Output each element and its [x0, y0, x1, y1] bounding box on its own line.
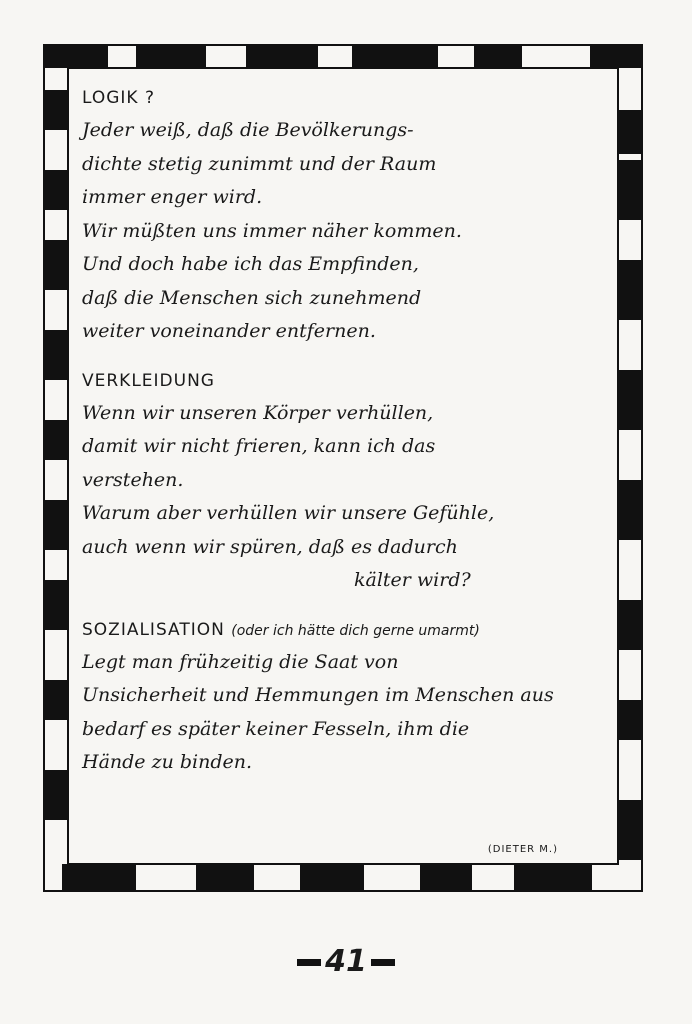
poem-line: Unsicherheit und Hemmungen im Menschen aus: [82, 684, 554, 706]
poem-line: daß die Menschen sich zunehmend: [82, 286, 422, 309]
border-stripe: [44, 420, 68, 460]
border-stripe: [618, 600, 642, 650]
poem-line: Hände zu binden.: [82, 751, 253, 773]
poem-title: VERKLEIDUNG: [82, 370, 215, 391]
border-stripe: [136, 45, 206, 68]
border-stripe: [618, 260, 642, 320]
border-stripe: [618, 700, 642, 740]
poem-line: damit wir nicht frieren, kann ich das: [82, 435, 436, 457]
border-stripe: [618, 480, 642, 540]
border-stripe: [246, 45, 318, 68]
border-stripe: [618, 110, 642, 154]
poem-line: weiter voneinander entfernen.: [82, 320, 376, 342]
border-stripe: [44, 680, 68, 720]
border-stripe: [352, 45, 438, 68]
poem-title-row: [82, 620, 592, 640]
poem-line: immer enger wird.: [82, 186, 263, 208]
poem-line: Jeder weiß, daß die Bevölkerungs-: [82, 119, 414, 141]
border-stripe: [196, 864, 254, 891]
poem-line: Warum aber verhüllen wir unsere Gefühle,: [82, 502, 495, 524]
border-stripe: [474, 45, 522, 68]
border-stripe: [300, 864, 364, 891]
poem-title: SOZIALISATION: [82, 619, 225, 640]
border-stripe: [618, 370, 642, 430]
page-number: 41: [325, 944, 367, 979]
dash-right: [371, 959, 395, 966]
page-number-row: [0, 944, 692, 979]
poem-line: Wir müßten uns immer näher kommen.: [82, 219, 462, 242]
poem-line: kälter wird?: [354, 569, 471, 591]
border-stripe: [44, 45, 108, 68]
border-stripe: [44, 580, 68, 630]
poem-title: LOGIK ?: [82, 88, 156, 108]
poem-verkleidung: [82, 371, 592, 598]
border-stripe: [44, 330, 68, 380]
border-stripe: [590, 45, 642, 68]
poem-line: verstehen.: [82, 468, 184, 491]
border-stripe: [514, 864, 592, 891]
border-stripe: [62, 864, 136, 891]
border-stripe: [44, 90, 68, 130]
dash-left: [297, 959, 321, 966]
author-signature: (DIETER M.): [487, 844, 558, 855]
text-body: [82, 88, 592, 802]
border-stripe: [44, 170, 68, 210]
poem-line: auch wenn wir spüren, daß es dadurch: [82, 535, 458, 558]
border-stripe: [44, 500, 68, 550]
poem-sozialisation: [82, 620, 592, 780]
border-stripe: [618, 800, 642, 860]
border-stripe: [44, 240, 68, 290]
border-stripe: [44, 770, 68, 820]
border-stripe: [420, 864, 472, 891]
border-stripe: [618, 160, 642, 220]
poem-line: Wenn wir unseren Körper verhüllen,: [82, 401, 434, 424]
poem-line: Legt man frühzeitig die Saat von: [82, 650, 399, 673]
poem-line: dichte stetig zunimmt und der Raum: [82, 152, 437, 175]
poem-subtitle: (oder ich hätte dich gerne umarmt): [231, 622, 480, 639]
poem-line: bedarf es später keiner Fesseln, ihm die: [82, 717, 470, 740]
poem-logik: [82, 88, 592, 349]
poem-line: Und doch habe ich das Empfinden,: [82, 253, 419, 275]
